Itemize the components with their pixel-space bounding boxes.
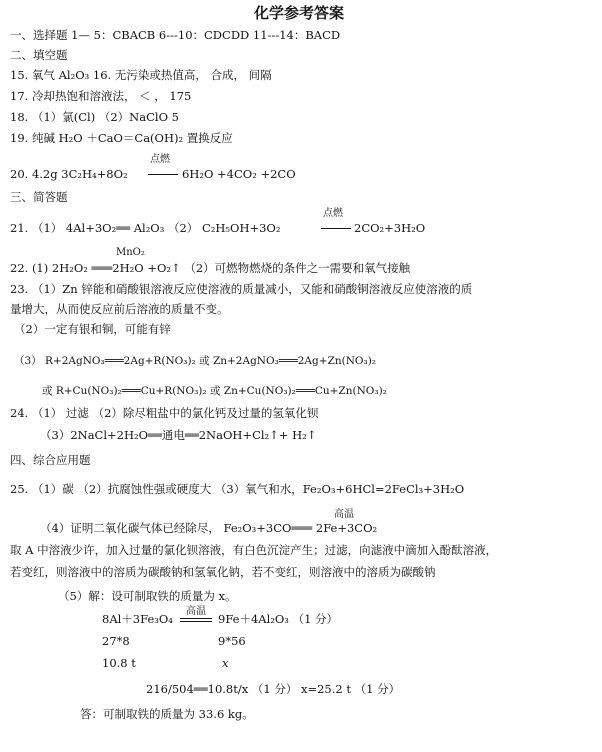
calc-condition: 高温 [186,606,206,617]
q21-condition: 点燃 [323,208,343,219]
line-q23-1b: 量增大，从而使反应前后溶液的质量不变。 [10,302,229,316]
calc-equation-left: 8Al＋3Fe₃O₄ [102,612,173,626]
section-comprehensive: 四、综合应用题 [10,453,91,467]
line-q25-5: （5）解：设可制取铁的质量为 x。 [58,589,237,603]
line-q25-4b: 取 A 中溶液少许，加入过量的氯化钡溶液，有白色沉淀产生；过滤，向滤液中滴加入酚酞溶液， [10,543,498,557]
calc-equals-bar-top [180,618,212,619]
calc-row1-right: 9*56 [218,634,246,648]
q20-arrow [148,174,178,175]
line-q20-left: 20. 4.2g 3C₂H₄+8O₂ [10,167,128,181]
final-answer: 答：可制取铁的质量为 33.6 kg。 [80,707,254,721]
calc-equation-right: 9Fe＋4Al₂O₃ （1 分） [218,612,339,626]
line-q19: 19. 纯碱 H₂O ＋CaO＝Ca(OH)₂ 置换反应 [10,131,233,145]
line-q22: 22. (1) 2H₂O₂ ═══2H₂O +O₂↑ （2）可燃物燃烧的条件之一需要和氧气接触 [10,261,411,275]
section-fill: 二、填空题 [10,48,68,62]
line-q23-3a: （3） R+2AgNO₃═══2Ag+R(NO₃)₂ 或 Zn+2AgNO₃═══2Ag+Zn(NO₃)₂ [14,355,377,367]
line-q23-1a: 23. （1）Zn 锌能和硝酸银溶液反应使溶液的质量减小，又能和硝酸铜溶液反应使溶液的质 [10,282,473,296]
line-q25-1: 25. （1）碳 （2）抗腐蚀性强或硬度大 （3）氧气和水，Fe₂O₃+6HCl=2FeCl₃+3H₂O [10,482,465,496]
section-short: 三、简答题 [10,190,68,204]
line-q21-right: 2CO₂+3H₂O [354,221,426,235]
calc-ratio: 216/504══10.8t/x （1 分） x=25.2 t （1 分） [146,682,401,696]
line-q25-4c: 若变红，则溶液中的溶质为碳酸钠和氢氧化钠，若不变红，则溶液中的溶质为碳酸钠 [10,565,436,579]
q25-4-condition: 高温 [334,509,354,520]
line-q23-2: （2）一定有银和铜，可能有锌 [14,322,171,336]
q22-catalyst: MnO₂ [116,247,145,258]
page-title: 化学参考答案 [254,4,345,22]
calc-row1-left: 27*8 [102,634,130,648]
line-q17: 17. 冷却热饱和溶液法， ＜ ， 175 [10,89,192,103]
q21-arrow [321,228,351,229]
line-q25-4: （4）证明二氧化碳气体已经除尽， Fe₂O₃+3CO═══ 2Fe+3CO₂ [40,521,378,535]
line-q23-3b: 或 R+Cu(NO₃)₂═══Cu+R(NO₃)₂ 或 Zn+Cu(NO₃)₂═══Cu+Zn(NO₃)₂ [42,385,387,397]
section-choice: 一、选择题 1— 5：CBACB 6---10：CDCDD 11---14：BACD [10,28,341,42]
line-q24-1: 24. （1） 过滤 （2）除尽粗盐中的氯化钙及过量的氢氧化钡 [10,406,319,420]
line-q21-left: 21. （1） 4Al+3O₂══ Al₂O₃ （2） C₂H₅OH+3O₂ [10,221,281,235]
calc-row2-right: x [222,656,229,670]
calc-equals-bar-bottom [180,621,212,622]
q20-condition: 点燃 [150,154,170,165]
calc-row2-left: 10.8 t [102,656,136,670]
line-q24-3: （3）2NaCl+2H₂O══通电══2NaOH+Cl₂↑+ H₂↑ [40,428,317,442]
line-q15: 15. 氧气 Al₂O₃ 16. 无污染或热值高， 合成， 间隔 [10,68,272,82]
line-q18: 18. （1）氯(Cl) （2）NaClO 5 [10,110,179,124]
line-q20-right: 6H₂O +4CO₂ +2CO [182,167,296,181]
